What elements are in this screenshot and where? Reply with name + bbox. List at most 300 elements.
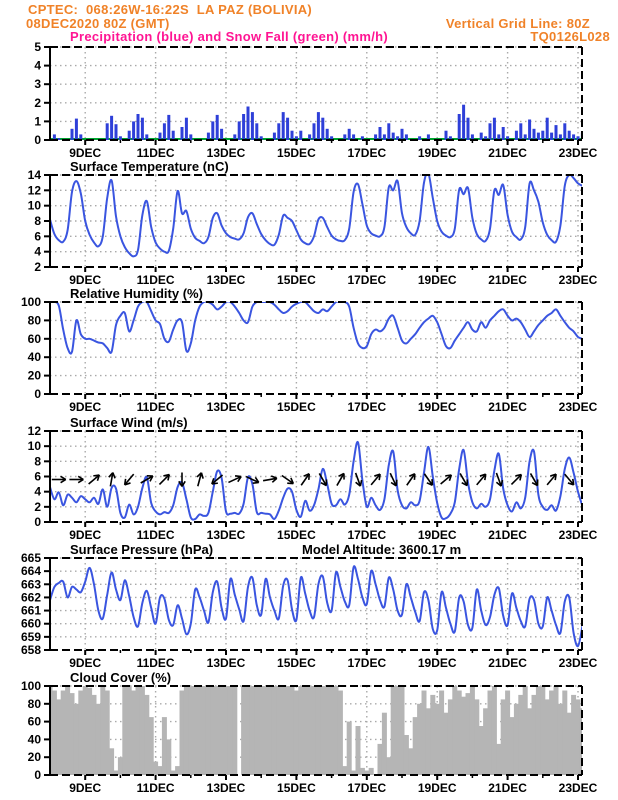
x-tick-label: 11DEC xyxy=(136,146,175,160)
precip-bar xyxy=(313,123,316,140)
cloud-bar xyxy=(78,691,83,776)
precip-bar xyxy=(392,133,395,140)
cloud-bar xyxy=(232,686,237,775)
panel-title: Surface Temperature (nC) xyxy=(70,159,229,174)
x-tick-label: 21DEC xyxy=(488,528,527,542)
cloud-bar xyxy=(56,699,61,775)
precip-bar xyxy=(515,131,518,140)
x-tick-label: 9DEC xyxy=(69,400,102,414)
x-tick-label: 19DEC xyxy=(417,656,457,670)
precip-bar xyxy=(299,131,302,140)
x-tick-label: 19DEC xyxy=(417,781,457,795)
cloud-bar xyxy=(197,686,202,775)
precip-bar xyxy=(467,118,470,140)
y-tick-label: 40 xyxy=(27,732,41,747)
cloud-bar xyxy=(386,757,391,775)
y-tick-label: 20 xyxy=(27,368,41,383)
x-tick-label: 17DEC xyxy=(347,400,387,414)
cloud-bar xyxy=(303,686,308,775)
cloud-bar xyxy=(430,695,435,775)
cloud-bar xyxy=(206,686,211,775)
cloud-bar xyxy=(219,686,224,775)
cloud-bar xyxy=(61,691,66,776)
precip-bar xyxy=(211,121,214,140)
cloud-bar xyxy=(452,686,457,775)
cloud-bar xyxy=(532,695,537,775)
cloud-bar xyxy=(461,697,466,775)
precip-bar xyxy=(106,123,109,140)
series-group xyxy=(48,686,585,775)
x-tick-label: 21DEC xyxy=(488,273,527,287)
cloud-bar xyxy=(307,686,312,775)
cloud-bar xyxy=(435,704,440,775)
cloud-bar xyxy=(144,695,149,775)
cloud-bar xyxy=(294,691,299,776)
cloud-bar xyxy=(540,686,545,775)
panel-surface-temperature-nc xyxy=(28,159,598,287)
precip-bar xyxy=(480,133,483,140)
cloud-bar xyxy=(312,686,317,775)
cloud-bar xyxy=(356,726,361,775)
cloud-bar xyxy=(567,713,572,775)
y-tick-label: 20 xyxy=(27,750,41,765)
x-tick-label: 21DEC xyxy=(488,656,527,670)
cloud-bar xyxy=(109,748,114,775)
y-tick-label: 3 xyxy=(34,77,41,92)
precip-bar xyxy=(418,136,421,140)
model-altitude-label: Model Altitude: 3600.17 m xyxy=(302,542,462,557)
precip-bar xyxy=(550,133,553,140)
cloud-bar xyxy=(74,704,79,775)
wind-direction-arrow xyxy=(369,472,383,487)
x-tick-label: 9DEC xyxy=(69,273,102,287)
y-tick-label: 8 xyxy=(34,454,41,469)
cloud-bar xyxy=(162,717,167,775)
panel-title: Surface Wind (m/s) xyxy=(70,415,188,430)
panel-cloud-cover xyxy=(21,670,598,795)
cloud-bar xyxy=(510,717,515,775)
cloud-bar xyxy=(342,766,347,775)
x-tick-label: 15DEC xyxy=(277,656,316,670)
precip-bar xyxy=(445,131,448,140)
wind-direction-arrow xyxy=(87,473,102,487)
wind-direction-arrow xyxy=(52,476,66,482)
data-line xyxy=(50,301,582,354)
wind-direction-arrow xyxy=(545,472,559,487)
cloud-bar xyxy=(492,686,497,775)
cloud-bar xyxy=(338,691,343,776)
y-tick-label: 660 xyxy=(20,616,41,631)
y-tick-label: 0 xyxy=(34,768,41,782)
cloud-bar xyxy=(180,691,185,776)
precip-bar xyxy=(137,114,140,140)
x-tick-label: 13DEC xyxy=(206,528,246,542)
y-tick-label: 2 xyxy=(34,260,41,274)
y-tick-label: 80 xyxy=(27,313,41,328)
wind-direction-arrow xyxy=(528,472,541,487)
x-tick-label: 11DEC xyxy=(136,528,175,542)
y-tick-label: 60 xyxy=(27,714,41,729)
y-tick-label: 100 xyxy=(20,679,41,693)
precip-bar xyxy=(163,123,166,140)
cloud-bar xyxy=(483,708,488,775)
x-tick-label: 23DEC xyxy=(558,273,598,287)
x-tick-label: 15DEC xyxy=(277,146,316,160)
precip-bar xyxy=(238,121,241,140)
y-tick-label: 658 xyxy=(20,643,41,657)
cloud-bar xyxy=(184,686,189,775)
precip-bar xyxy=(255,123,258,140)
wind-direction-arrow xyxy=(439,473,454,487)
model-run-label: 08DEC2020 80Z (GMT) xyxy=(26,16,170,31)
precip-bar xyxy=(563,123,566,140)
cloud-bar xyxy=(153,762,158,775)
precip-bar xyxy=(546,118,549,140)
y-tick-label: 659 xyxy=(20,629,41,644)
cloud-bar xyxy=(276,686,281,775)
precip-bar xyxy=(493,118,496,140)
cloud-bar xyxy=(127,686,132,775)
precip-bar xyxy=(533,129,536,140)
x-tick-label: 23DEC xyxy=(558,528,598,542)
series-group xyxy=(50,566,582,646)
cloud-bar xyxy=(241,686,246,775)
cloud-bar xyxy=(518,695,523,775)
cloud-bar xyxy=(488,691,493,776)
x-tick-label: 19DEC xyxy=(417,400,457,414)
precip-bar xyxy=(115,124,118,140)
cloud-bar xyxy=(100,686,105,775)
cloud-bar xyxy=(505,691,510,776)
cloud-bar xyxy=(246,686,251,775)
x-tick-label: 9DEC xyxy=(69,656,102,670)
cloud-bar xyxy=(118,757,123,775)
precip-bar xyxy=(326,129,329,140)
x-tick-label: 11DEC xyxy=(136,781,175,795)
cloud-bar xyxy=(408,748,413,775)
x-tick-label: 9DEC xyxy=(69,781,102,795)
y-tick-label: 4 xyxy=(34,58,41,73)
cloud-bar xyxy=(466,693,471,775)
y-tick-label: 662 xyxy=(20,590,41,605)
y-tick-label: 0 xyxy=(34,387,41,401)
cloud-bar xyxy=(378,744,383,775)
cloud-bar xyxy=(136,686,141,775)
cloud-bar xyxy=(254,686,259,775)
cloud-bar xyxy=(285,686,290,775)
cloud-bar xyxy=(325,686,330,775)
precip-bar xyxy=(282,112,285,140)
precip-bar xyxy=(379,127,382,140)
y-tick-label: 663 xyxy=(20,577,41,592)
panel-surface-wind-m-s xyxy=(28,415,598,542)
cloud-bar xyxy=(122,686,127,775)
precip-bar xyxy=(401,129,404,140)
wind-direction-arrow xyxy=(404,472,417,487)
cloud-bar xyxy=(52,691,57,776)
cloud-bar xyxy=(272,686,277,775)
x-tick-label: 23DEC xyxy=(558,781,598,795)
cloud-bar xyxy=(527,708,532,775)
cloud-bar xyxy=(105,691,110,776)
precip-bar xyxy=(321,118,324,140)
cloud-bar xyxy=(140,686,145,775)
x-tick-label: 11DEC xyxy=(136,656,175,670)
precip-bar xyxy=(220,129,223,140)
cloud-bar xyxy=(268,686,273,775)
wind-direction-arrow xyxy=(280,473,295,486)
cloud-bar xyxy=(470,686,475,775)
precip-bar xyxy=(541,131,544,140)
wind-direction-arrow xyxy=(299,472,312,487)
wind-direction-arrow xyxy=(139,473,154,486)
cloud-bar xyxy=(474,699,479,775)
precip-bar xyxy=(519,123,522,140)
cloud-bar xyxy=(558,704,563,775)
precip-bar xyxy=(119,136,122,140)
x-tick-label: 15DEC xyxy=(277,781,316,795)
cloud-bar xyxy=(545,699,550,775)
cloud-bar xyxy=(448,699,453,775)
cloud-bar xyxy=(404,735,409,775)
panel-title: Cloud Cover (%) xyxy=(70,670,172,685)
wind-direction-arrow xyxy=(107,472,116,487)
precip-bar xyxy=(141,118,144,140)
y-tick-label: 4 xyxy=(34,244,41,259)
cloud-bar xyxy=(290,686,295,775)
precip-bar xyxy=(128,131,131,140)
y-tick-label: 8 xyxy=(34,214,41,228)
cloud-bar xyxy=(549,691,554,776)
cloud-bar xyxy=(554,686,559,775)
x-tick-label: 17DEC xyxy=(347,781,387,795)
cloud-bar xyxy=(439,691,444,776)
x-tick-label: 21DEC xyxy=(488,781,527,795)
vertical-grid-note: Vertical Grid Line: 80Z xyxy=(445,16,590,31)
cloud-bar xyxy=(320,686,325,775)
x-tick-label: 19DEC xyxy=(417,273,457,287)
cloud-bar xyxy=(83,686,88,775)
cloud-bar xyxy=(562,691,567,776)
y-tick-label: 10 xyxy=(27,439,41,454)
cloud-bar xyxy=(193,686,198,775)
series-group xyxy=(50,442,582,520)
precip-bar xyxy=(247,107,250,141)
y-tick-label: 5 xyxy=(34,40,41,54)
series-group xyxy=(50,105,584,140)
y-tick-label: 661 xyxy=(20,603,41,618)
panel-title: Relative Humidity (%) xyxy=(70,286,203,301)
precip-bar xyxy=(317,112,320,140)
cloud-bar xyxy=(479,726,484,775)
x-tick-label: 13DEC xyxy=(206,273,246,287)
y-tick-label: 665 xyxy=(20,551,41,565)
cloud-bar xyxy=(96,704,101,775)
station-header: CPTEC: 068:26W-16:22S LA PAZ (BOLIVIA) xyxy=(28,2,313,17)
cloud-bar xyxy=(347,722,352,775)
wind-direction-arrow xyxy=(69,476,83,482)
cloud-bar xyxy=(329,686,334,775)
cloud-bar xyxy=(92,695,97,775)
precip-bar xyxy=(348,129,351,140)
y-tick-label: 1 xyxy=(34,114,41,129)
x-tick-label: 13DEC xyxy=(206,781,246,795)
y-tick-label: 12 xyxy=(27,424,41,438)
data-line xyxy=(50,566,582,646)
precip-bar xyxy=(251,112,254,140)
cloud-bar xyxy=(158,766,163,775)
panel-title: Surface Pressure (hPa) xyxy=(70,542,214,557)
y-tick-label: 12 xyxy=(27,183,41,198)
x-tick-label: 21DEC xyxy=(488,146,527,160)
x-tick-label: 23DEC xyxy=(558,400,598,414)
cloud-bar xyxy=(571,695,576,775)
y-tick-label: 2 xyxy=(34,95,41,110)
cloud-bar xyxy=(369,768,374,775)
precip-bar xyxy=(277,123,280,140)
precip-bar xyxy=(502,127,505,140)
x-tick-label: 17DEC xyxy=(347,146,387,160)
precip-bar xyxy=(387,123,390,140)
cloud-bar xyxy=(250,686,255,775)
x-tick-label: 17DEC xyxy=(347,656,387,670)
cloud-bar xyxy=(444,713,449,775)
precip-bar xyxy=(489,123,492,140)
x-tick-label: 11DEC xyxy=(136,273,175,287)
cloud-bar xyxy=(65,686,70,775)
x-tick-label: 15DEC xyxy=(277,273,316,287)
panel-precipitation-blue-and-snow-fall-green-mm-h xyxy=(34,40,597,160)
x-tick-label: 17DEC xyxy=(347,273,387,287)
x-tick-label: 23DEC xyxy=(558,146,598,160)
y-tick-label: 0 xyxy=(34,515,41,529)
precip-bar xyxy=(273,133,276,140)
x-tick-label: 11DEC xyxy=(136,400,175,414)
cloud-bar xyxy=(422,691,427,776)
precip-bar xyxy=(207,133,210,140)
cloud-bar xyxy=(149,717,154,775)
x-tick-label: 21DEC xyxy=(488,400,527,414)
cloud-bar xyxy=(70,693,75,775)
cloud-bar xyxy=(576,699,581,775)
x-tick-label: 15DEC xyxy=(277,528,316,542)
y-tick-label: 40 xyxy=(27,350,41,365)
x-tick-label: 9DEC xyxy=(69,528,102,542)
cloud-bar xyxy=(395,686,400,775)
cloud-bar xyxy=(514,704,519,775)
cloud-bar xyxy=(87,688,92,775)
cloud-bar xyxy=(298,686,303,775)
cloud-bar xyxy=(496,744,501,775)
precip-bar xyxy=(75,119,78,140)
precip-bar xyxy=(132,121,135,140)
cloud-bar xyxy=(457,691,462,776)
cloud-bar xyxy=(188,686,193,775)
precip-bar xyxy=(159,133,162,140)
precip-bar xyxy=(181,127,184,140)
cloud-bar xyxy=(523,686,528,775)
y-tick-label: 664 xyxy=(20,564,41,579)
precip-bar xyxy=(286,118,289,140)
x-tick-label: 19DEC xyxy=(417,528,457,542)
x-tick-label: 13DEC xyxy=(206,146,246,160)
wind-direction-arrow xyxy=(509,472,523,486)
cloud-bar xyxy=(131,691,136,776)
x-tick-label: 23DEC xyxy=(558,656,598,670)
wind-direction-arrow xyxy=(334,472,347,487)
cloud-bar xyxy=(391,686,396,775)
cloud-bar xyxy=(316,686,321,775)
cloud-bar xyxy=(215,686,220,775)
precip-bar xyxy=(110,116,113,140)
precip-bar xyxy=(216,115,219,140)
cloud-bar xyxy=(382,713,387,775)
wind-direction-arrow xyxy=(195,472,205,487)
x-tick-label: 19DEC xyxy=(417,146,457,160)
cloud-bar xyxy=(417,704,422,775)
cloud-bar xyxy=(501,699,506,775)
panel-relative-humidity xyxy=(21,286,598,414)
precip-bar xyxy=(172,131,175,140)
x-tick-label: 9DEC xyxy=(69,146,102,160)
precip-bar xyxy=(528,120,531,141)
precip-bar xyxy=(555,125,558,140)
y-tick-label: 4 xyxy=(34,484,41,499)
series-group xyxy=(50,301,582,354)
wind-direction-arrow xyxy=(157,472,171,486)
cloud-bar xyxy=(202,686,207,775)
precip-bar xyxy=(291,131,294,140)
cloud-bar xyxy=(263,686,268,775)
cloud-bar xyxy=(259,686,264,775)
precipitation-title: Precipitation (blue) and Snow Fall (green) (mm/h) xyxy=(70,29,389,44)
y-tick-label: 6 xyxy=(34,469,41,484)
x-tick-label: 15DEC xyxy=(277,400,316,414)
precip-bar xyxy=(71,129,74,140)
precip-bar xyxy=(242,114,245,140)
y-tick-label: 80 xyxy=(27,696,41,711)
precip-bar xyxy=(568,131,571,140)
cloud-bar xyxy=(281,686,286,775)
wind-direction-arrow xyxy=(122,472,136,487)
y-tick-label: 14 xyxy=(27,168,41,182)
y-tick-label: 0 xyxy=(34,133,41,147)
cloud-bar xyxy=(228,686,233,775)
cloud-bar xyxy=(166,739,171,775)
data-line xyxy=(50,173,582,257)
cloud-bar xyxy=(400,686,405,775)
x-tick-label: 13DEC xyxy=(206,656,246,670)
cloud-bar xyxy=(360,768,365,775)
y-tick-label: 2 xyxy=(34,499,41,514)
y-tick-label: 60 xyxy=(27,331,41,346)
wind-direction-arrow xyxy=(227,474,242,486)
cloud-bar xyxy=(536,686,541,775)
cloud-bar xyxy=(413,717,418,775)
cloud-bar xyxy=(224,686,229,775)
cloud-bar xyxy=(426,708,431,775)
cloud-bar xyxy=(175,766,180,775)
precip-bar xyxy=(537,133,540,140)
x-tick-label: 13DEC xyxy=(206,400,246,414)
precip-bar xyxy=(458,114,461,140)
y-tick-label: 100 xyxy=(20,295,41,309)
precip-bar xyxy=(383,134,386,140)
cloud-bar xyxy=(334,686,339,775)
cloud-bar xyxy=(210,686,215,775)
model-id-label: TQ0126L028 xyxy=(530,29,610,44)
y-tick-label: 10 xyxy=(27,198,41,213)
